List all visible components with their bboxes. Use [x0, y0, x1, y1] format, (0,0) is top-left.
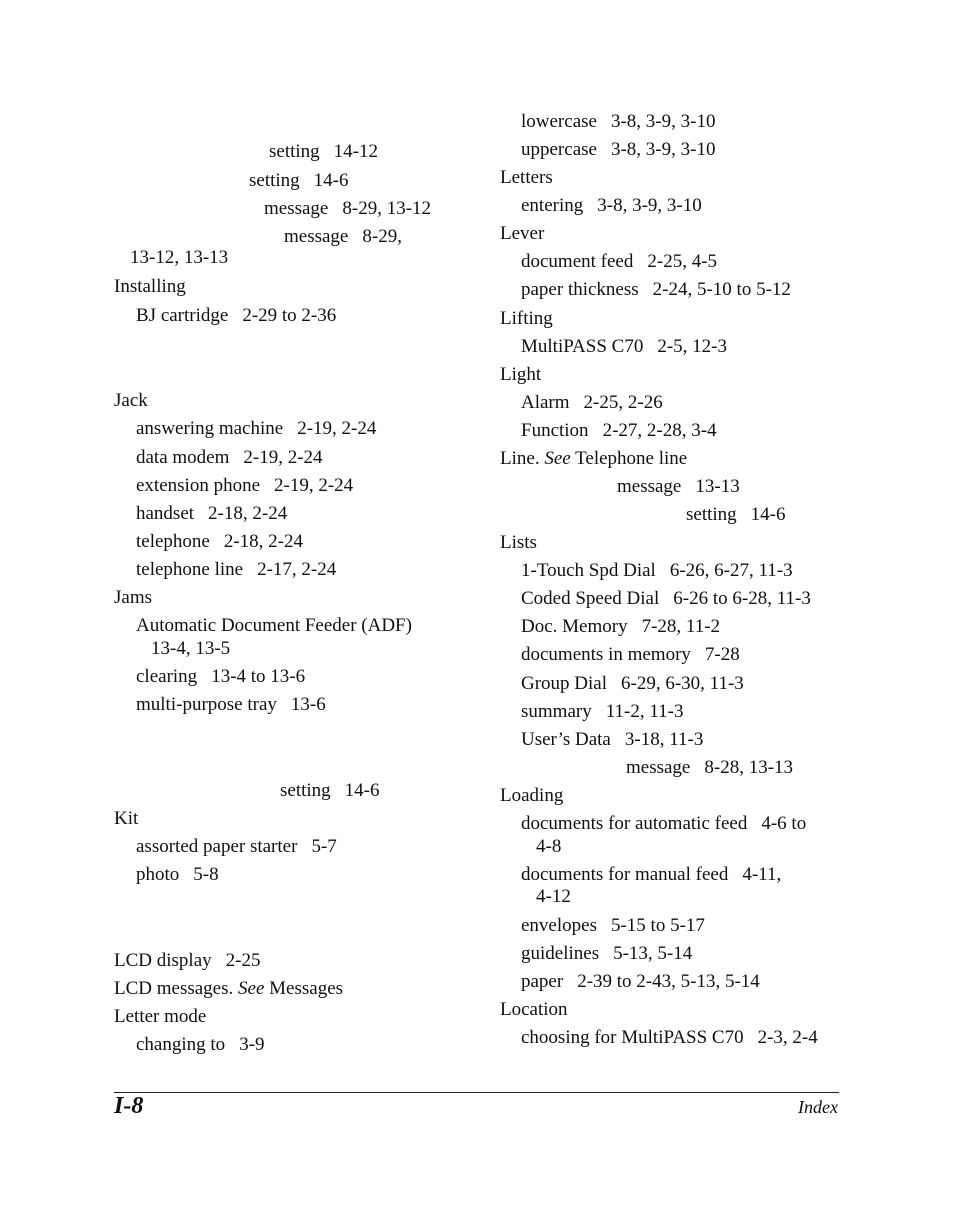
- index-heading: Jams: [114, 587, 152, 608]
- index-entry: multi-purpose tray 13-6: [136, 694, 326, 715]
- index-heading: LCD messages. See Messages: [114, 978, 344, 999]
- index-entry: document feed 2-25, 4-5: [521, 251, 718, 272]
- index-heading: Kit: [114, 808, 139, 829]
- index-entry: User’s Data 3-18, 11-3: [521, 729, 704, 750]
- index-heading: Line. See Telephone line: [500, 448, 688, 469]
- index-entry: Function 2-27, 2-28, 3-4: [521, 420, 717, 441]
- index-entry: setting 14-6: [686, 504, 786, 525]
- index-entry: Coded Speed Dial 6-26 to 6-28, 11-3: [521, 588, 811, 609]
- footer-rule: [114, 1092, 839, 1093]
- index-entry: paper 2-39 to 2-43, 5-13, 5-14: [521, 971, 760, 992]
- index-entry: BJ cartridge 2-29 to 2-36: [136, 305, 337, 326]
- index-entry: message 13-13: [617, 476, 740, 497]
- index-entry: paper thickness 2-24, 5-10 to 5-12: [521, 279, 791, 300]
- index-entry: answering machine 2-19, 2-24: [136, 418, 377, 439]
- index-heading: Loading: [500, 785, 564, 806]
- index-entry-continuation: 4-8: [536, 836, 562, 857]
- index-heading: Letters: [500, 167, 553, 188]
- index-heading: Lifting: [500, 308, 553, 329]
- index-entry: assorted paper starter 5-7: [136, 836, 337, 857]
- index-entry: envelopes 5-15 to 5-17: [521, 915, 705, 936]
- index-entry: 1-Touch Spd Dial 6-26, 6-27, 11-3: [521, 560, 793, 581]
- index-entry: setting 14-6: [280, 780, 380, 801]
- index-entry: message 8-29, 13-12: [264, 198, 432, 219]
- index-entry: guidelines 5-13, 5-14: [521, 943, 693, 964]
- index-entry-continuation: 4-12: [536, 886, 571, 907]
- index-entry: Group Dial 6-29, 6-30, 11-3: [521, 673, 744, 694]
- index-entry: telephone line 2-17, 2-24: [136, 559, 337, 580]
- index-entry: MultiPASS C70 2-5, 12-3: [521, 336, 727, 357]
- index-entry: message 8-28, 13-13: [626, 757, 794, 778]
- index-entry: uppercase 3-8, 3-9, 3-10: [521, 139, 716, 160]
- index-heading: Light: [500, 364, 542, 385]
- index-entry: choosing for MultiPASS C70 2-3, 2-4: [521, 1027, 818, 1048]
- index-entry: setting 14-6: [249, 170, 349, 191]
- index-heading: Lever: [500, 223, 545, 244]
- index-entry: documents for manual feed 4-11,: [521, 864, 782, 885]
- index-entry: clearing 13-4 to 13-6: [136, 666, 306, 687]
- index-entry: message 8-29,: [284, 226, 402, 247]
- index-entry: telephone 2-18, 2-24: [136, 531, 304, 552]
- index-entry: Doc. Memory 7-28, 11-2: [521, 616, 721, 637]
- index-entry: documents for automatic feed 4-6 to: [521, 813, 807, 834]
- index-heading: LCD display 2-25: [114, 950, 261, 971]
- index-entry: handset 2-18, 2-24: [136, 503, 288, 524]
- index-entry: lowercase 3-8, 3-9, 3-10: [521, 111, 716, 132]
- index-entry: summary 11-2, 11-3: [521, 701, 684, 722]
- index-heading: Jack: [114, 390, 148, 411]
- page-number: I-8: [114, 1093, 144, 1119]
- index-entry: Alarm 2-25, 2-26: [521, 392, 663, 413]
- index-entry-continuation: 13-12, 13-13: [130, 247, 229, 268]
- index-entry: documents in memory 7-28: [521, 644, 740, 665]
- index-entry-continuation: 13-4, 13-5: [151, 638, 231, 659]
- index-entry: entering 3-8, 3-9, 3-10: [521, 195, 702, 216]
- index-entry: extension phone 2-19, 2-24: [136, 475, 354, 496]
- index-entry: data modem 2-19, 2-24: [136, 447, 323, 468]
- index-entry: changing to 3-9: [136, 1034, 265, 1055]
- index-entry: setting 14-12: [269, 141, 378, 162]
- index-heading: Installing: [114, 276, 186, 297]
- index-entry: photo 5-8: [136, 864, 219, 885]
- index-heading: Lists: [500, 532, 537, 553]
- index-heading: Location: [500, 999, 568, 1020]
- section-title: Index: [798, 1097, 838, 1117]
- index-heading: Letter mode: [114, 1006, 207, 1027]
- index-entry: Automatic Document Feeder (ADF): [136, 615, 412, 636]
